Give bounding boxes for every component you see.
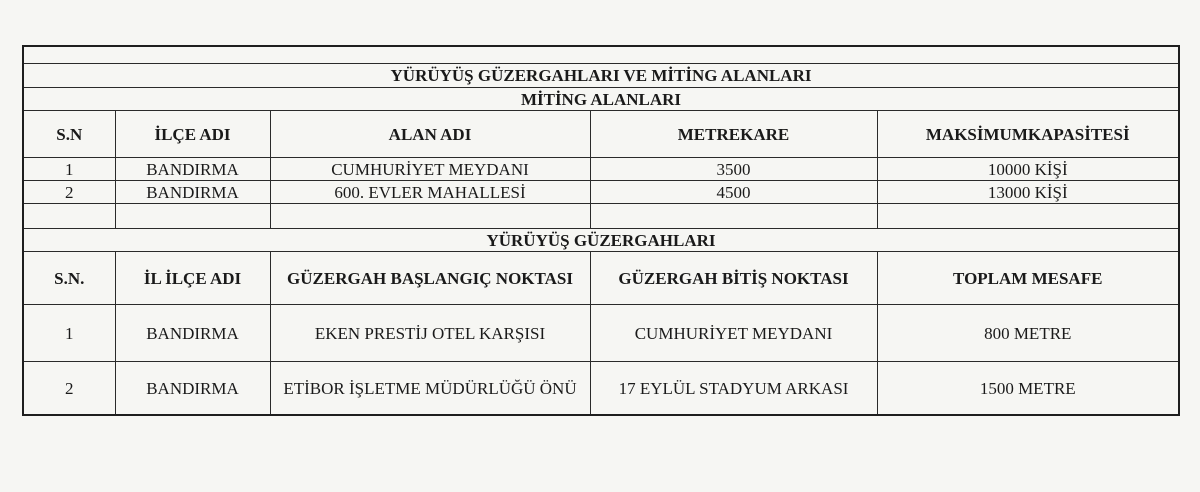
header-max-capacity: MAKSİMUMKAPASİTESİ [877,111,1179,158]
header-sn: S.N. [23,252,115,305]
cell-district: BANDIRMA [115,305,270,362]
header-district: İLÇE ADI [115,111,270,158]
header-province-district: İL İLÇE ADI [115,252,270,305]
march-header-row [23,252,1179,305]
empty-cell [877,204,1179,229]
cell-square-meters: 4500 [590,181,877,204]
cell-area-name: CUMHURİYET MEYDANI [270,158,590,181]
cell-sn: 2 [23,181,115,204]
table-top-blank-row [23,46,1179,64]
cell-max-capacity: 10000 KİŞİ [877,158,1179,181]
rally-section-title: MİTİNG ALANLARI [23,88,1179,111]
header-sn: S.N [23,111,115,158]
cell-sn: 1 [23,305,115,362]
cell-route-start: ETİBOR İŞLETME MÜDÜRLÜĞÜ ÖNÜ [270,362,590,416]
header-square-meters: METREKARE [590,111,877,158]
rally-section-title-row [23,88,1179,111]
blank-cell [23,46,1179,64]
routes-and-rally-areas-table [22,45,1180,416]
header-route-start: GÜZERGAH BAŞLANGIÇ NOKTASI [270,252,590,305]
cell-district: BANDIRMA [115,158,270,181]
empty-row [23,204,1179,229]
table-title: YÜRÜYÜŞ GÜZERGAHLARI VE MİTİNG ALANLARI [23,64,1179,88]
cell-district: BANDIRMA [115,362,270,416]
header-area-name: ALAN ADI [270,111,590,158]
cell-area-name: 600. EVLER MAHALLESİ [270,181,590,204]
empty-cell [23,204,115,229]
table-row [23,181,1179,204]
cell-total-distance: 1500 METRE [877,362,1179,416]
table-row [23,362,1179,416]
cell-sn: 1 [23,158,115,181]
table-title-row [23,64,1179,88]
cell-sn: 2 [23,362,115,416]
cell-route-start: EKEN PRESTİJ OTEL KARŞISI [270,305,590,362]
cell-route-end: 17 EYLÜL STADYUM ARKASI [590,362,877,416]
march-section-title: YÜRÜYÜŞ GÜZERGAHLARI [23,229,1179,252]
table-row [23,305,1179,362]
cell-total-distance: 800 METRE [877,305,1179,362]
empty-cell [115,204,270,229]
cell-square-meters: 3500 [590,158,877,181]
cell-max-capacity: 13000 KİŞİ [877,181,1179,204]
header-route-end: GÜZERGAH BİTİŞ NOKTASI [590,252,877,305]
cell-district: BANDIRMA [115,181,270,204]
table-row [23,158,1179,181]
rally-header-row [23,111,1179,158]
empty-cell [590,204,877,229]
cell-route-end: CUMHURİYET MEYDANI [590,305,877,362]
header-total-distance: TOPLAM MESAFE [877,252,1179,305]
march-section-title-row [23,229,1179,252]
empty-cell [270,204,590,229]
